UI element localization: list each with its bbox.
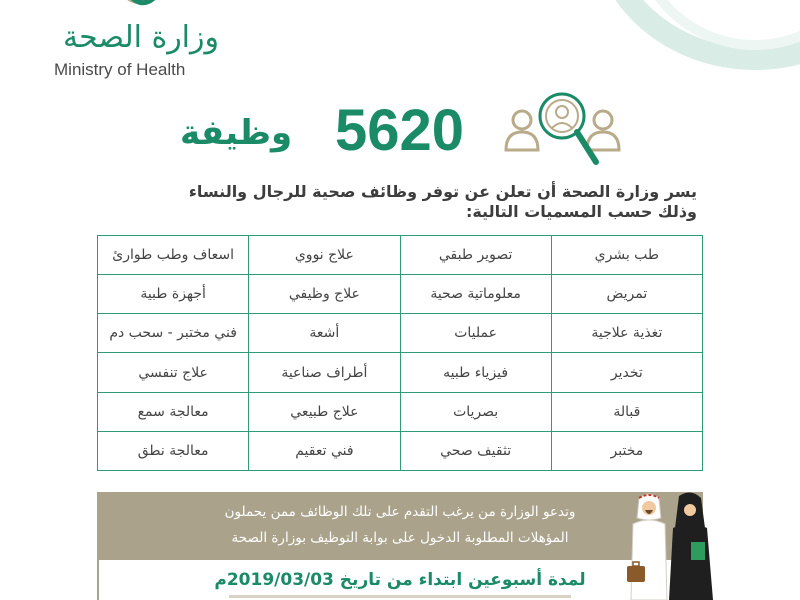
job-cell: طب بشري	[551, 236, 702, 275]
job-cell: بصريات	[400, 392, 551, 431]
headline-number: 5620	[335, 98, 465, 163]
cropped-text-line	[229, 595, 571, 598]
people-search-icon	[500, 88, 625, 168]
job-cell: فني مختبر - سحب دم	[98, 314, 249, 353]
table-row	[98, 314, 703, 353]
intro-line-1: يسر وزارة الصحة أن تعلن عن توفر وظائف صحية للرجال والنساء	[188, 182, 697, 201]
ministry-logo-icon	[116, 0, 176, 12]
table-row	[98, 353, 703, 392]
job-cell: تمريض	[551, 275, 702, 314]
logo-english-text: Ministry of Health	[54, 60, 186, 79]
invite-line-2: المؤهلات المطلوبة الدخول على بوابة التوظيف بوزارة الصحة	[231, 530, 569, 546]
job-cell: علاج تنفسي	[98, 353, 249, 392]
intro-line-2: وذلك حسب المسميات التالية:	[465, 202, 697, 221]
job-cell: علاج طبيعي	[249, 392, 400, 431]
job-cell: معالجة سمع	[98, 392, 249, 431]
job-cell: معالجة نطق	[98, 431, 249, 470]
applicants-illustration-icon	[625, 488, 715, 600]
intro-text	[97, 182, 697, 222]
job-cell: مختبر	[551, 431, 702, 470]
job-cell: فيزياء طبيه	[400, 353, 551, 392]
ministry-logo[interactable]	[54, 0, 219, 80]
job-cell: اسعاف وطب طوارئ	[98, 236, 249, 275]
invite-line-1: وتدعو الوزارة من يرغب التقدم على تلك الوظائف ممن يحملون	[224, 504, 576, 520]
jobs-table	[97, 235, 703, 471]
table-row	[98, 275, 703, 314]
table-row	[98, 392, 703, 431]
job-cell: تثقيف صحي	[400, 431, 551, 470]
job-cell: أجهزة طبية	[98, 275, 249, 314]
job-cell: علاج نووي	[249, 236, 400, 275]
job-cell: أشعة	[249, 314, 400, 353]
application-period-box	[97, 558, 703, 600]
job-cell: قبالة	[551, 392, 702, 431]
table-row	[98, 236, 703, 275]
job-cell: معلوماتية صحية	[400, 275, 551, 314]
application-period-text: لمدة أسبوعين ابتداء من تاريخ 2019/03/03م	[214, 570, 586, 590]
job-cell: عمليات	[400, 314, 551, 353]
table-row	[98, 431, 703, 470]
job-cell: أطراف صناعية	[249, 353, 400, 392]
job-cell: تخدير	[551, 353, 702, 392]
invitation-band	[97, 492, 703, 558]
headline	[180, 98, 490, 164]
job-cell: علاج وظيفي	[249, 275, 400, 314]
headline-word: وظيفة	[180, 113, 293, 153]
job-cell: فني تعقيم	[249, 431, 400, 470]
job-cell: تغذية علاجية	[551, 314, 702, 353]
job-cell: تصوير طبقي	[400, 236, 551, 275]
logo-arabic-text: وزارة الصحة	[63, 20, 219, 55]
